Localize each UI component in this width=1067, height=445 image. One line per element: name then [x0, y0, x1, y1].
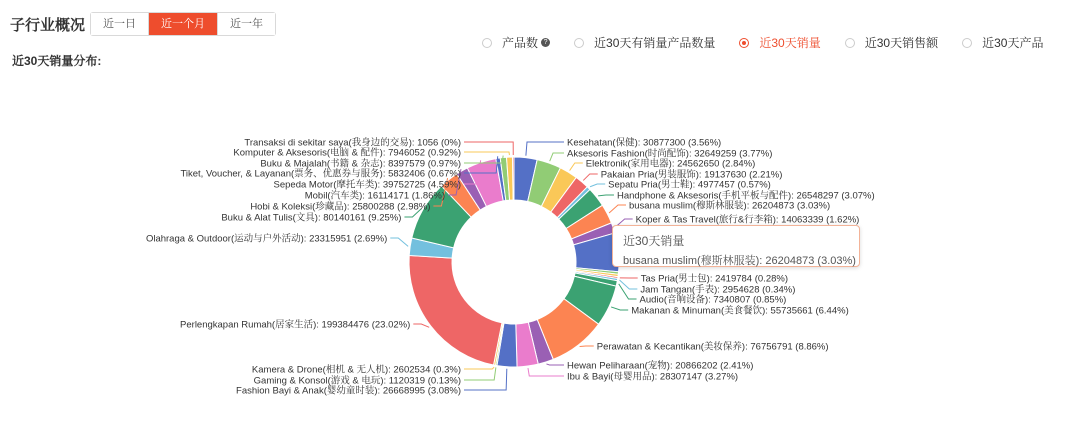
slice-label: Aksesoris Fashion(时尚配饰): 32649259 (3.77%) — [567, 148, 773, 160]
leader-line — [598, 195, 614, 196]
leader-line — [526, 142, 564, 156]
slice-label: Olahraga & Outdoor(运动与户外活动): 23315951 (2.69%) — [145, 233, 388, 245]
slice-label: Komputer & Aksesoris(电脑 & 配件): 7946052 (0.92%) — [233, 147, 461, 159]
leader-line — [570, 163, 583, 171]
slice-label: Handphone & Aksesoris(手机平板与配件): 26548297 (3.07%) — [616, 190, 875, 202]
leader-line — [464, 142, 513, 155]
leader-line — [464, 369, 507, 390]
help-icon[interactable]: ? — [541, 38, 550, 47]
metric-label: 近30天销量 — [759, 36, 821, 50]
metric-label: 近30天产品 — [982, 36, 1044, 50]
metric-label: 产品数 — [502, 36, 539, 50]
metric-label: 近30天有销量产品数量 — [594, 36, 716, 50]
slice-label: Hewan Peliharaan(宠物): 20866202 (2.41%) — [567, 360, 754, 372]
slice-label: Makanan & Minuman(美食餐饮): 55735661 (6.44%) — [631, 305, 849, 317]
leader-line — [619, 284, 637, 299]
slice-label: Hobi & Koleksi(珍藏品): 25800288 (2.98%) — [250, 201, 431, 213]
pie-slice[interactable] — [513, 157, 514, 200]
tab-month[interactable]: 近一个月 — [149, 13, 218, 35]
slice-label: Kesehatan(保健): 30877300 (3.56%) — [567, 137, 722, 149]
leader-line — [619, 280, 637, 289]
leader-line — [464, 367, 494, 369]
slice-label: Sepeda Motor(摩托车类): 39752725 (4.59%) — [273, 179, 461, 191]
leader-line — [390, 238, 408, 246]
slice-label: Pakaian Pria(男装服饰): 19137630 (2.21%) — [600, 169, 783, 181]
slice-label: Tas Pria(男士包): 2419784 (0.28%) — [640, 273, 789, 285]
slice-label: Sepatu Pria(男士鞋): 4977457 (0.57%) — [608, 179, 771, 191]
chart-subtitle: 近30天销量分布: — [12, 54, 102, 68]
metric-label: 近30天销售额 — [864, 36, 939, 50]
slice-label: Jam Tangan(手表): 2954628 (0.34%) — [640, 284, 796, 296]
slice-label: Perawatan & Kecantikan(美妆保养): 76756791 (8.86%) — [596, 341, 829, 353]
tab-day[interactable]: 近一日 — [91, 13, 149, 35]
leader-line — [611, 307, 628, 310]
slice-label: Audio(音响设备): 7340807 (0.85%) — [639, 294, 787, 306]
slice-label: Elektronik(家用电器): 24562650 (2.84%) — [585, 158, 756, 170]
leader-line — [464, 152, 509, 155]
leader-line — [550, 153, 564, 161]
leader-line — [546, 364, 564, 365]
slice-label: Transaksi di sekitar saya(我身边的交易): 1056 (0%) — [244, 137, 461, 149]
chart-tooltip — [612, 225, 860, 267]
leader-line — [580, 346, 594, 347]
tooltip-value: busana muslim(穆斯林服装): 26204873 (3.03%) — [623, 255, 856, 267]
slice-label: busana muslim(穆斯林服装): 26204873 (3.03%) — [628, 200, 831, 212]
slice-label: Koper & Tas Travel(旅行&行李箱): 14063339 (1.62%) — [635, 214, 860, 226]
tab-year[interactable]: 近一年 — [218, 13, 275, 35]
leader-line — [590, 184, 605, 187]
slice-label: Tiket, Voucher, & Layanan(票务、优惠券与服务): 5832406 (0.67%) — [180, 168, 461, 180]
leader-line — [413, 324, 429, 327]
slice-label: Buku & Alat Tulis(文具): 80140161 (9.25%) — [221, 212, 402, 224]
slice-label: Buku & Majalah(书籍 & 杂志): 8397579 (0.97%) — [260, 158, 461, 170]
pie-slice[interactable] — [409, 255, 502, 365]
slice-label: Gaming & Konsol(游戏 & 电玩): 1120319 (0.13%) — [253, 375, 461, 387]
slice-label: Mobil(汽车类): 16114171 (1.86%) — [304, 190, 446, 202]
leader-line — [609, 205, 626, 213]
leader-line — [583, 174, 597, 180]
slice-label: Fashion Bayi & Anak(婴幼童时装): 26668995 (3.08%) — [236, 385, 461, 397]
slice-label: Perlengkapan Rumah(居家生活): 199384476 (23.02%) — [180, 319, 411, 331]
slice-label: Kamera & Drone(相机 & 无人机): 2602534 (0.3%) — [251, 364, 461, 376]
page-title: 子行业概况 — [10, 17, 86, 34]
tooltip-title: 近30天销量 — [623, 234, 685, 248]
leader-line — [528, 368, 564, 376]
slice-label: Ibu & Bayi(母婴用品): 28307147 (3.27%) — [567, 371, 739, 383]
